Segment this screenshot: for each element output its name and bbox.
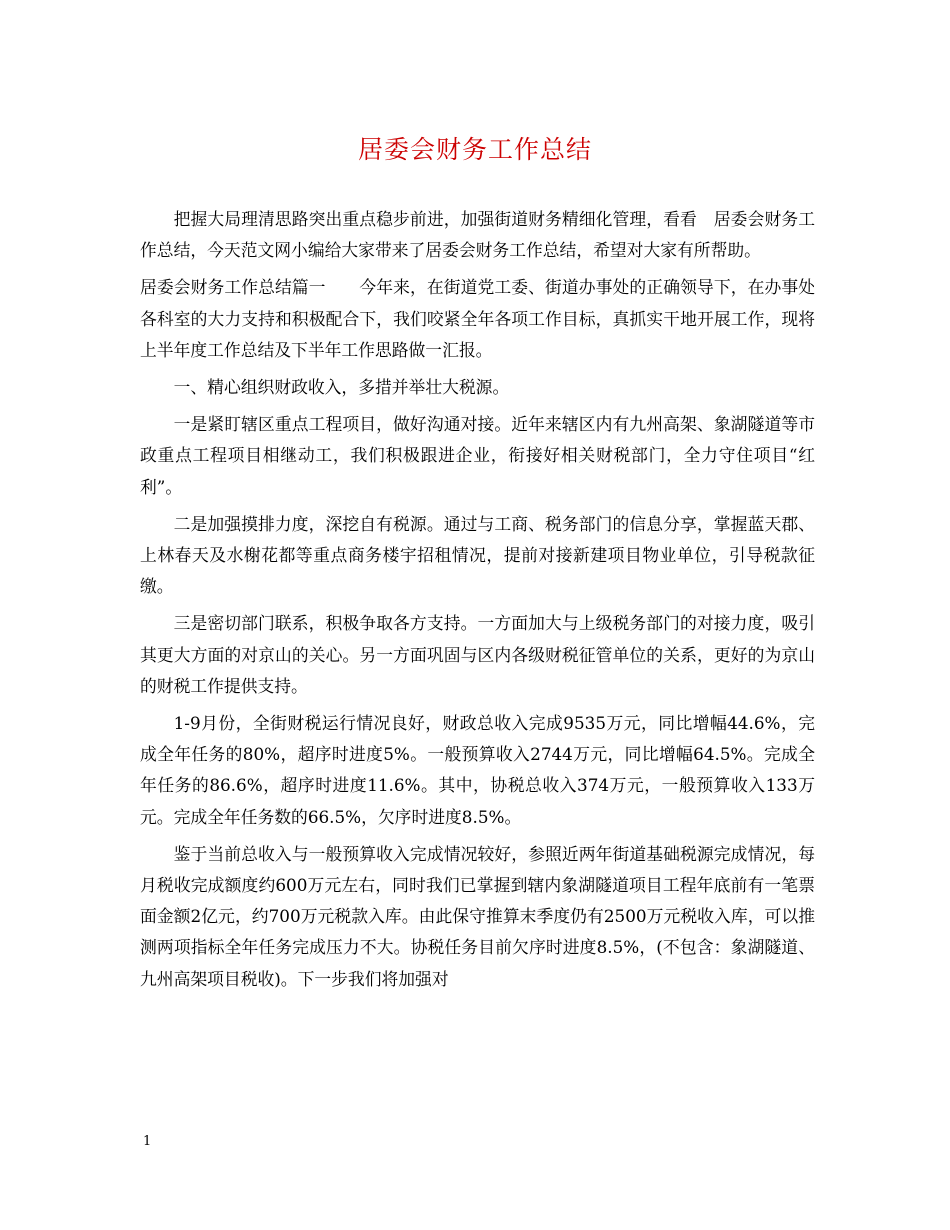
paragraph-forecast: 鉴于当前总收入与一般预算收入完成情况较好，参照近两年街道基础税源完成情况，每月税收完成额度约600万元左右，同时我们已掌握到辖内象湖隧道项目工程年底前有一笔票面金额2亿元，约700万元税款入库。由此保守推算末季度仍有2500万元税收入库，可以推测两项指标全年任务完成压力不大。协税任务目前欠序时进度8.5%，(不包含：象湖隧道、九州高架项目税收)。下一步我们将加强对: [140, 843, 815, 989]
page-number: 1: [143, 1134, 152, 1149]
paragraph-section-one: 居委会财务工作总结篇一 今年来，在街道党工委、街道办事处的正确领导下，在办事处各科室的大力支持和积极配合下，我们咬紧全年各项工作目标，真抓实干地开展工作，现将上半年度工作总结及下半年工作思路做一汇报。: [140, 277, 815, 360]
document-title: 居委会财务工作总结: [357, 135, 592, 164]
paragraph-intro: 把握大局理清思路突出重点稳步前进，加强街道财务精细化管理，看看 居委会财务工作总结，今天范文网小编给大家带来了居委会财务工作总结，希望对大家有所帮助。: [140, 209, 815, 261]
paragraph-point-one: 一是紧盯辖区重点工程项目，做好沟通对接。近年来辖区内有九州高架、象湖隧道等市政重点工程项目相继动工，我们积极跟进企业，衔接好相关财税部门，全力守住项目“红利”。: [140, 414, 815, 497]
paragraph-heading-one: 一、精心组织财政收入，多措并举壮大税源。: [173, 377, 510, 398]
paragraph-point-two: 二是加强摸排力度，深挖自有税源。通过与工商、税务部门的信息分享，掌握蓝天郡、上林春天及水榭花都等重点商务楼宇招租情况，提前对接新建项目物业单位，引导税款征缴。: [140, 513, 815, 597]
document-body: [140, 204, 815, 1001]
paragraph-point-three: 三是密切部门联系，积极争取各方支持。一方面加大与上级税务部门的对接力度，吸引其更大方面的对京山的关心。另一方面巩固与区内各级财税征管单位的关系，更好的为京山的财税工作提供支持。: [140, 613, 815, 696]
paragraph-revenue-stats: 1-9月份，全街财税运行情况良好，财政总收入完成9535万元，同比增幅44.6%，完成全年任务的80%，超序时进度5%。一般预算收入2744万元，同比增幅64.5%。完成全年任务的86.6%，超序时进度11.6%。其中，协税总收入374万元，一般预算收入133万元。完成全年任务数的66.5%，欠序时进度8.5%。: [140, 713, 815, 827]
